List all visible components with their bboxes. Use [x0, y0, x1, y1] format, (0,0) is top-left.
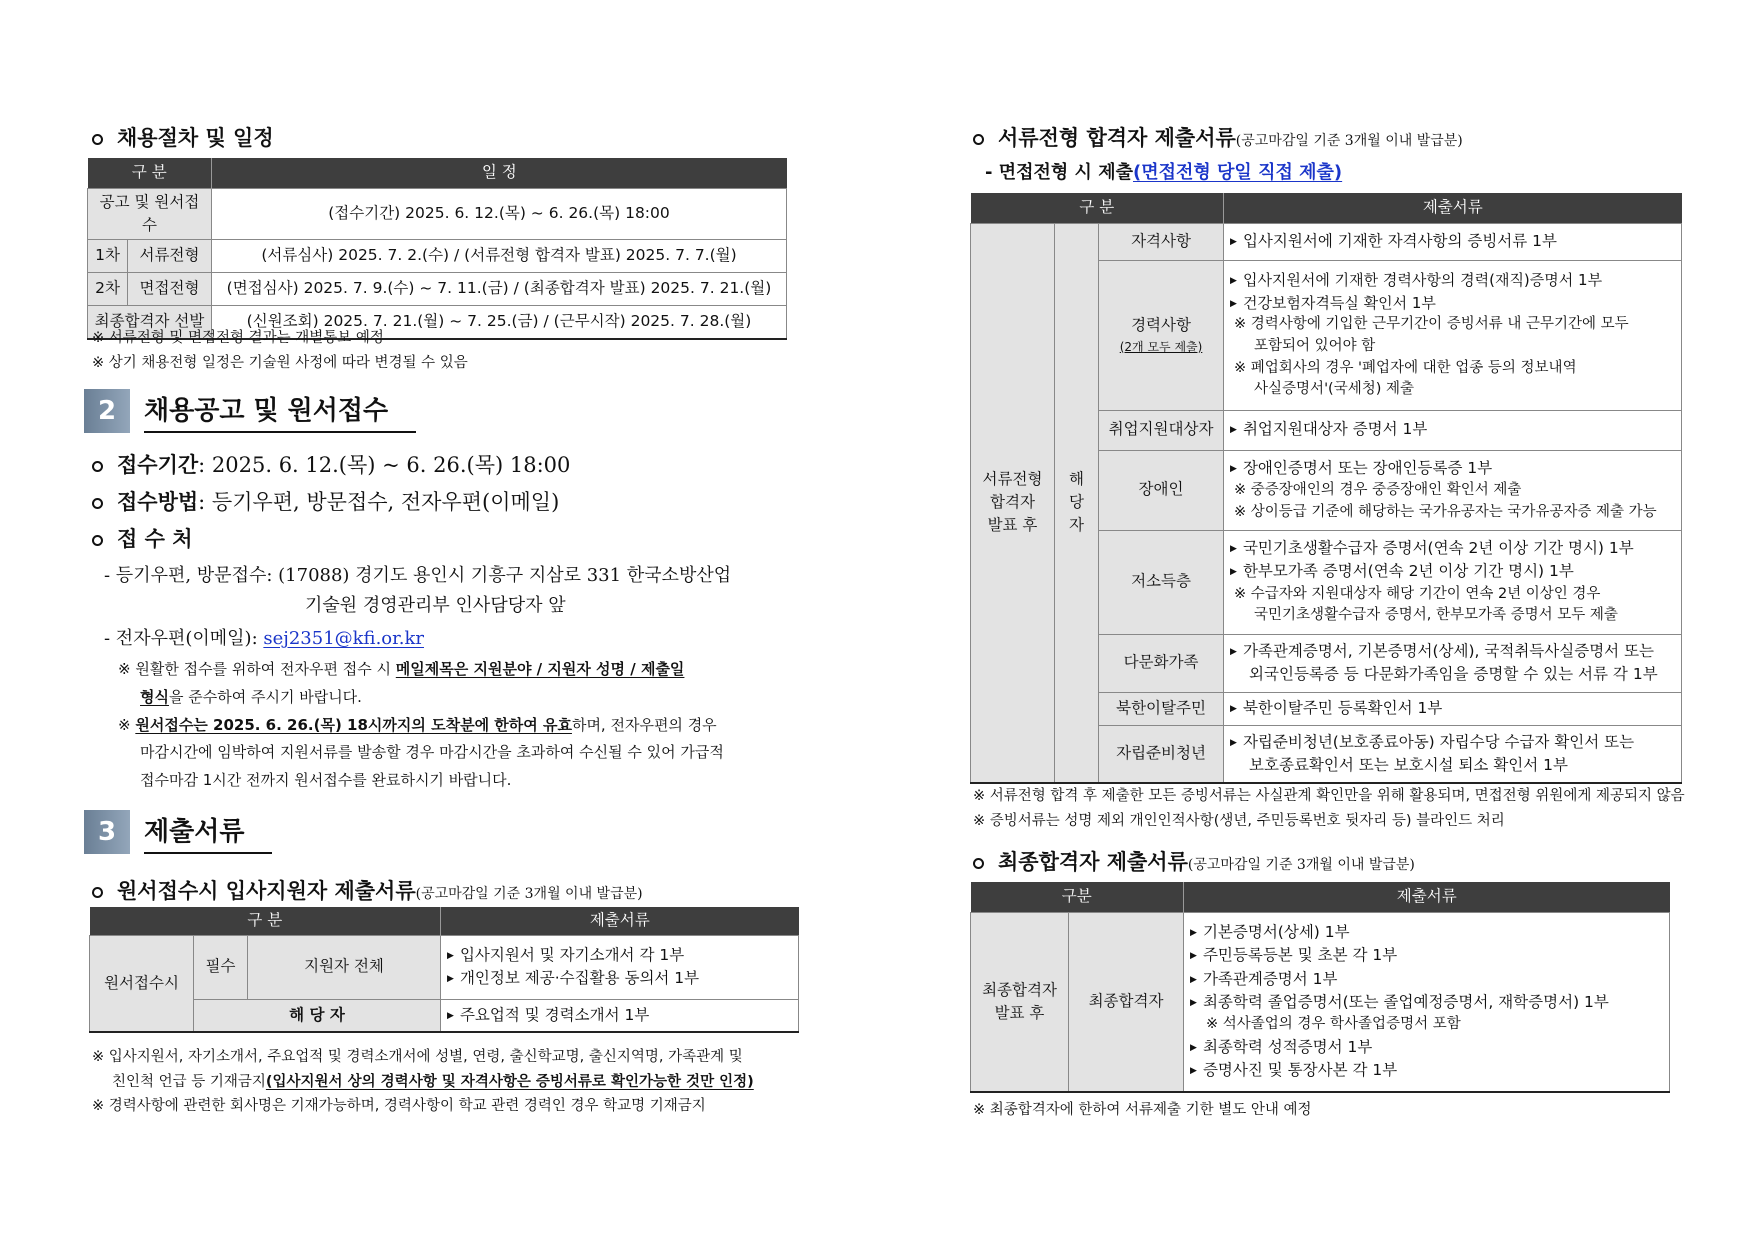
table-cell: 취업지원대상자 [1099, 410, 1224, 450]
triangle-bullet-icon: ▶ [1190, 974, 1197, 985]
triangle-bullet-icon: ▶ [447, 950, 454, 961]
table-cell: 자립준비청년 [1099, 725, 1224, 783]
triangle-bullet-icon: ▶ [1230, 544, 1237, 554]
triangle-bullet-icon: ▶ [1230, 425, 1237, 436]
table-cell: 1차 [88, 240, 128, 273]
table-cell: 북한이탈주민 [1099, 692, 1224, 725]
triangle-bullet-icon: ▶ [1230, 276, 1237, 286]
email-link[interactable]: sej2351@kfi.or.kr [263, 628, 424, 649]
table-cell: ▶ 가족관계증명서, 기본증명서(상세), 국적취득사실증명서 또는 외국인등록증 등 다문화가족임을 증명할 수 있는 서류 각 1부 [1224, 634, 1682, 692]
triangle-bullet-icon: ▶ [1230, 646, 1237, 657]
section-number: 2 [84, 389, 130, 433]
application-docs-notes: ※ 입사지원서, 자기소개서, 주요업적 및 경력소개서에 성별, 연령, 출신학교명, 출신지역명, 가족관계 및 친인척 언급 등 기재금지(입사지원서 상의 경력사항 및 자격사항은 증빙서류로 확인가능한 것만 인정) ※ 경력사항에 관련한 회사명은 기재가능하며, 경력사항이 학교 관련 경력인 경우 학교명 기재금지 [92, 1049, 754, 1115]
table-header: 구 분 [971, 193, 1224, 223]
table-cell: 저소득층 [1099, 530, 1224, 634]
table-cell: ▶ 기본증명서(상세) 1부 ▶ 주민등록등본 및 초본 각 1부 ▶ 가족관계증명서 1부 ▶ 최종학력 졸업증명서(또는 졸업예정증명서, 재학증명서) 1부 ※ 석사졸업의 경우 학사졸업증명서 포함 ▶ 최종학력 성적증명서 1부 ▶ 증명사진 및 통장사본 각 1부 [1184, 912, 1670, 1092]
final-docs-table [970, 882, 1670, 1093]
table-cell: 해 당 자 [194, 999, 441, 1032]
triangle-bullet-icon: ▶ [1230, 703, 1237, 714]
table-cell: 지원자 전체 [248, 935, 441, 999]
section-number: 3 [84, 810, 130, 854]
section-2-header [84, 389, 416, 433]
table-header: 일 정 [212, 158, 787, 188]
table-header: 구분 [971, 882, 1184, 912]
table-cell: ▶ 입사지원서에 기재한 경력사항의 경력(재직)증명서 1부 ▶ 건강보험자격득실 확인서 1부 ※ 경력사항에 기입한 근무기간이 증빙서류 내 근무기간에 모두 포함되어 있어야 함 ※ 폐업회사의 경우 '폐업자에 대한 업종 등의 정보내역 사실증명서'(국세청) 제출 [1224, 260, 1682, 410]
circle-bullet-icon [92, 461, 103, 472]
final-note: ※ 최종합격자에 한하여 서류제출 기한 별도 안내 예정 [973, 1102, 1312, 1118]
table-header: 제출서류 [1184, 882, 1670, 912]
period-line: 접수기간: 2025. 6. 12.(목) ~ 6. 26.(목) 18:00 [92, 449, 570, 479]
section-3-header [84, 810, 272, 854]
triangle-bullet-icon: ▶ [447, 974, 454, 984]
table-cell: 최종합격자 발표 후 [971, 912, 1069, 1092]
application-docs-table [89, 907, 799, 1033]
table-header: 제출서류 [1224, 193, 1682, 223]
table-cell: 면접전형 [128, 273, 212, 306]
triangle-bullet-icon: ▶ [447, 1010, 454, 1021]
table-cell: (신원조회) 2025. 7. 21.(월) ~ 7. 25.(금) / (근무시작) 2025. 7. 28.(월) [212, 306, 787, 339]
table-cell: 서류전형 합격자 발표 후 [971, 223, 1055, 783]
circle-bullet-icon [92, 535, 103, 546]
method-line: 접수방법: 등기우편, 방문접수, 전자우편(이메일) [92, 486, 559, 516]
table-cell: ▶ 취업지원대상자 증명서 1부 [1224, 410, 1682, 450]
final-heading: 최종합격자 제출서류(공고마감일 기준 3개월 이내 발급분) [973, 846, 1415, 876]
table-cell: ▶ 북한이탈주민 등록확인서 1부 [1224, 692, 1682, 725]
table-header: 구 분 [88, 158, 212, 188]
triangle-bullet-icon: ▶ [1230, 298, 1237, 309]
section-title: 제출서류 [144, 811, 272, 854]
table-cell: 최종합격자 [1069, 912, 1184, 1092]
triangle-bullet-icon: ▶ [1230, 567, 1237, 578]
triangle-bullet-icon: ▶ [1230, 236, 1237, 247]
circle-bullet-icon [92, 887, 103, 898]
table-cell: 2차 [88, 273, 128, 306]
table-cell: 해 당 자 [1055, 223, 1099, 783]
triangle-bullet-icon: ▶ [1190, 928, 1197, 939]
table-cell: 서류전형 [128, 240, 212, 273]
circle-bullet-icon [973, 858, 984, 869]
triangle-bullet-icon: ▶ [1190, 997, 1197, 1008]
table-cell: 다문화가족 [1099, 634, 1224, 692]
schedule-heading: 채용절차 및 일정 [92, 122, 274, 152]
schedule-notes: ※ 서류전형 및 면접전형 결과는 개별통보 예정 ※ 상기 채용전형 일정은 기술원 사정에 따라 변경될 수 있음 [92, 330, 468, 371]
table-cell: ▶ 국민기초생활수급자 증명서(연속 2년 이상 기간 명시) 1부 ▶ 한부모가족 증명서(연속 2년 이상 기간 명시) 1부 ※ 수급자와 지원대상자 해당 기간이 연속 2년 이상인 경우 국민기초생활수급자 증명서, 한부모가족 증명서 모두 제출 [1224, 530, 1682, 634]
table-cell: 원서접수시 [90, 935, 194, 1032]
submission-notes: ※ 원활한 접수를 위하여 전자우편 접수 시 메일제목은 지원분야 / 지원자 성명 / 제출일 형식을 준수하여 주시기 바랍니다. ※ 원서접수는 2025. 6. 26.(목) 18시까지의 도착분에 한하여 유효하며, 전자우편의 경우 마감시간에 임박하여 지원서류를 발송할 경우 마감시간을 초과하여 수신될 수 있어 가급적 접수마감 1시간 전까지 원서접수를 완료하시기 바랍니다. [118, 660, 724, 789]
table-cell: 공고 및 원서접수 [88, 188, 212, 240]
table-cell: ▶ 자립준비청년(보호종료아동) 자립수당 수급자 확인서 또는 보호종료확인서 또는 보호시설 퇴소 확인서 1부 [1224, 725, 1682, 783]
application-docs-heading: 원서접수시 입사지원자 제출서류(공고마감일 기준 3개월 이내 발급분) [92, 875, 643, 905]
table-cell: ▶ 장애인증명서 또는 장애인등록증 1부 ※ 중증장애인의 경우 중증장애인 확인서 제출 ※ 상이등급 기준에 해당하는 국가유공자는 국가유공자증 제출 가능 [1224, 450, 1682, 530]
place-line: 접 수 처 [92, 523, 192, 553]
table-cell: (접수기간) 2025. 6. 12.(목) ~ 6. 26.(목) 18:00 [212, 188, 787, 240]
circle-bullet-icon [92, 498, 103, 509]
table-header: 제출서류 [441, 907, 799, 935]
interview-submission-line: - 면접전형 시 제출(면접전형 당일 직접 제출) [985, 162, 1343, 183]
doc-pass-table [970, 193, 1682, 784]
table-cell: 최종합격자 선발 [88, 306, 212, 339]
triangle-bullet-icon: ▶ [1230, 737, 1237, 748]
circle-bullet-icon [92, 134, 103, 145]
table-cell: 자격사항 [1099, 223, 1224, 260]
mail-address-2: 기술원 경영관리부 인사담당자 앞 [305, 595, 566, 616]
circle-bullet-icon [973, 134, 984, 145]
table-header: 구 분 [90, 907, 441, 935]
mail-address: - 등기우편, 방문접수: (17088) 경기도 용인시 기흥구 지삼로 331 한국소방산업 [104, 565, 732, 586]
triangle-bullet-icon: ▶ [1190, 951, 1197, 962]
table-cell: (면접심사) 2025. 7. 9.(수) ~ 7. 11.(금) / (최종합격자 발표) 2025. 7. 21.(월) [212, 273, 787, 306]
doc-pass-heading: 서류전형 합격자 제출서류(공고마감일 기준 3개월 이내 발급분) [973, 122, 1463, 152]
table-cell: (서류심사) 2025. 7. 2.(수) / (서류전형 합격자 발표) 2025. 7. 7.(월) [212, 240, 787, 273]
table-cell: 경력사항 (2개 모두 제출) [1099, 260, 1224, 410]
table-cell: ▶ 입사지원서 및 자기소개서 각 1부 ▶ 개인정보 제공·수집활용 동의서 1부 [441, 935, 799, 999]
table-cell: 필수 [194, 935, 248, 999]
table-cell: ▶ 주요업적 및 경력소개서 1부 [441, 999, 799, 1032]
doc-pass-notes: ※ 서류전형 합격 후 제출한 모든 증빙서류는 사실관계 확인만을 위해 활용되며, 면접전형 위원에게 제공되지 않음 ※ 증빙서류는 성명 제외 개인인적사항(생년, 주민등록번호 뒷자리 등) 블라인드 처리 [973, 788, 1685, 829]
triangle-bullet-icon: ▶ [1190, 1042, 1197, 1053]
table-cell: ▶ 입사지원서에 기재한 자격사항의 증빙서류 1부 [1224, 223, 1682, 260]
section-title: 채용공고 및 원서접수 [144, 390, 416, 433]
table-cell: 장애인 [1099, 450, 1224, 530]
email-line: - 전자우편(이메일): sej2351@kfi.or.kr [104, 628, 424, 649]
triangle-bullet-icon: ▶ [1190, 1066, 1197, 1077]
triangle-bullet-icon: ▶ [1230, 463, 1237, 474]
schedule-table [87, 158, 787, 340]
